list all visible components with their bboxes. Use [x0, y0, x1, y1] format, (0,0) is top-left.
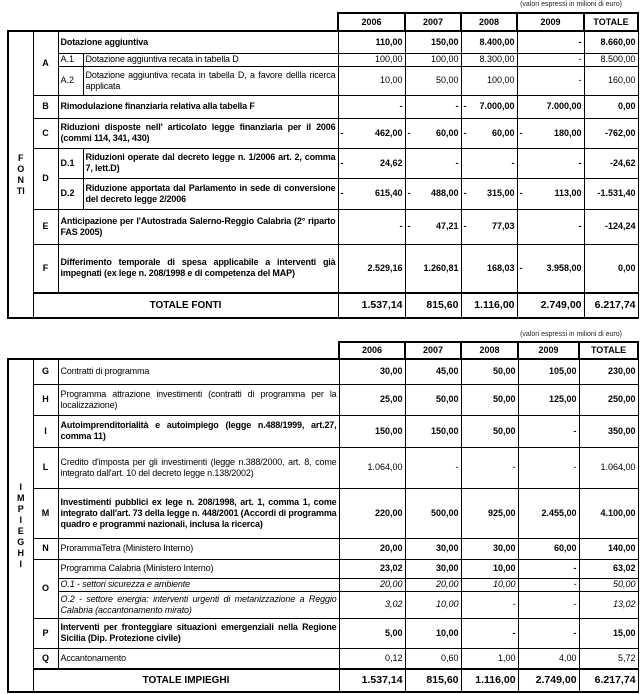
- row-letter: E: [33, 209, 58, 244]
- row-description: Dotazione aggiuntiva recata in tabella D: [83, 53, 338, 66]
- value-cell: -: [517, 66, 584, 95]
- value-cell: 1.064,00: [579, 447, 638, 488]
- column-header: 2009: [518, 342, 579, 359]
- value-cell: 50,00: [405, 384, 461, 415]
- value-cell: 30,00: [405, 559, 461, 578]
- value-cell: 150,00: [339, 415, 405, 447]
- column-header: 2006: [338, 13, 405, 31]
- value-cell: 15,00: [579, 618, 638, 648]
- total-value: 815,60: [405, 669, 461, 692]
- value-cell: -: [518, 447, 579, 488]
- row-letter: G: [33, 359, 58, 384]
- table-row: [8, 178, 638, 209]
- row-letter: Q: [33, 648, 58, 669]
- value-cell: 125,00: [518, 384, 579, 415]
- value-cell: 23,02: [339, 559, 405, 578]
- total-value: 1.116,00: [461, 293, 517, 318]
- value-cell: 45,00: [405, 359, 461, 384]
- row-letter: C: [33, 118, 58, 148]
- row-sublabel: A.1: [58, 53, 83, 66]
- column-header: 2007: [405, 13, 461, 31]
- table-row: [8, 66, 638, 95]
- table-row: [8, 209, 638, 244]
- value-cell: 10,00: [461, 578, 518, 591]
- value-cell: 160,00: [584, 66, 638, 95]
- value-cell: 2.529,16: [338, 244, 405, 293]
- value-cell: 10,00: [461, 559, 518, 578]
- column-header: 2009: [517, 13, 584, 31]
- row-letter: A: [33, 31, 58, 95]
- row-letter: H: [33, 384, 58, 415]
- value-cell: 230,00: [579, 359, 638, 384]
- value-cell: - 3.958,00: [517, 244, 584, 293]
- value-cell: 13,02: [579, 591, 638, 618]
- value-cell: 0,00: [584, 95, 638, 118]
- total-value: 2.749,00: [518, 669, 579, 692]
- value-cell: 140,00: [579, 538, 638, 559]
- value-cell: 5,00: [339, 618, 405, 648]
- value-cell: 10,00: [405, 618, 461, 648]
- row-sublabel: D.2: [58, 178, 83, 209]
- value-cell: -: [517, 53, 584, 66]
- table-row: [8, 447, 638, 488]
- value-cell: -: [518, 618, 579, 648]
- header-row: [8, 342, 638, 359]
- table-row: [8, 591, 638, 618]
- row-description: Anticipazione per l'Autostrada Salerno-Reggio Calabria (2° riparto FAS 2005): [58, 209, 338, 244]
- value-cell: 250,00: [579, 384, 638, 415]
- value-cell: -: [405, 447, 461, 488]
- column-header: 2008: [461, 342, 518, 359]
- row-description: O.2 - settore energia: interventi urgenti di metanizzazione a Reggio Calabria (accantonamento mirato): [58, 591, 339, 618]
- total-value: 6.217,74: [584, 293, 638, 318]
- value-cell: 0,00: [584, 244, 638, 293]
- value-cell: 1.064,00: [339, 447, 405, 488]
- header-row: [8, 13, 638, 31]
- table-row: [8, 31, 638, 53]
- row-letter: O: [33, 559, 58, 618]
- row-letter: L: [33, 447, 58, 488]
- value-cell: 4.100,00: [579, 488, 638, 538]
- value-cell: - 180,00: [517, 118, 584, 148]
- value-cell: 20,00: [339, 538, 405, 559]
- value-cell: 100,00: [338, 53, 405, 66]
- value-cell: 350,00: [579, 415, 638, 447]
- value-cell: 10,00: [338, 66, 405, 95]
- table-row: [8, 118, 638, 148]
- row-description: O.1 - settori sicurezza e ambiente: [58, 578, 339, 591]
- total-value: 6.217,74: [579, 669, 638, 692]
- value-cell: 8.300,00: [461, 53, 517, 66]
- value-cell: 150,00: [405, 415, 461, 447]
- row-description: Investimenti pubblici ex lege n. 208/1998, art. 1, comma 1, come integrato dall'art. 73 della legge n. 448/2001 (Accordi di programma quadro e programmi nazionali, inclusa la ricerca): [58, 488, 339, 538]
- total-value: 1.537,14: [339, 669, 405, 692]
- table-row: [8, 148, 638, 178]
- value-cell: -: [518, 591, 579, 618]
- value-cell: 4,00: [518, 648, 579, 669]
- row-description: Programma Calabria (Ministero Interno): [58, 559, 339, 578]
- table-row: [8, 618, 638, 648]
- value-cell: 30,00: [461, 538, 518, 559]
- value-cell: 925,00: [461, 488, 518, 538]
- column-header: 2007: [405, 342, 461, 359]
- value-cell: -: [517, 209, 584, 244]
- row-description: Accantonamento: [58, 648, 339, 669]
- row-letter: N: [33, 538, 58, 559]
- value-cell: 105,00: [518, 359, 579, 384]
- value-cell: -: [461, 148, 517, 178]
- value-cell: - 615,40: [338, 178, 405, 209]
- value-cell: 8.660,00: [584, 31, 638, 53]
- total-row: [8, 293, 638, 318]
- value-cell: -: [517, 148, 584, 178]
- value-cell: 0,12: [339, 648, 405, 669]
- value-cell: 1,00: [461, 648, 518, 669]
- value-cell: -: [461, 618, 518, 648]
- row-letter: B: [33, 95, 58, 118]
- table-row: [8, 578, 638, 591]
- value-cell: -: [518, 578, 579, 591]
- row-letter: M: [33, 488, 58, 538]
- section-label: [8, 359, 33, 692]
- value-cell: -124,24: [584, 209, 638, 244]
- total-value: 2.749,00: [517, 293, 584, 318]
- value-cell: 20,00: [405, 578, 461, 591]
- value-cell: 30,00: [405, 538, 461, 559]
- row-description: Riduzione apportata dal Parlamento in sede di conversione del decreto legge 2/2006: [83, 178, 338, 209]
- value-cell: -: [405, 148, 461, 178]
- value-cell: -: [517, 31, 584, 53]
- row-description: Rimodulazione finanziaria relativa alla tabella F: [58, 95, 338, 118]
- row-letter: F: [33, 244, 58, 293]
- impieghi-table: [7, 341, 639, 693]
- value-cell: - 7.000,00: [461, 95, 517, 118]
- value-cell: 1.260,81: [405, 244, 461, 293]
- row-description: Programma attrazione investimenti (contratti di programma per la localizzazione): [58, 384, 339, 415]
- total-label: TOTALE FONTI: [33, 293, 338, 318]
- value-cell: -: [461, 591, 518, 618]
- value-cell: 7.000,00: [517, 95, 584, 118]
- value-cell: 3,02: [339, 591, 405, 618]
- value-cell: - 24,62: [338, 148, 405, 178]
- value-cell: 110,00: [338, 31, 405, 53]
- total-row: [8, 669, 638, 692]
- value-cell: 2.455,00: [518, 488, 579, 538]
- row-description: Riduzioni disposte nell' articolato legge finanziaria per il 2006 (commi 114, 341, 430): [58, 118, 338, 148]
- value-cell: 500,00: [405, 488, 461, 538]
- row-description: Riduzioni operate dal decreto legge n. 1/2006 art. 2, comma 7, lett.D): [83, 148, 338, 178]
- value-cell: - 462,00: [338, 118, 405, 148]
- value-cell: -: [338, 95, 405, 118]
- value-cell: 50,00: [461, 359, 518, 384]
- value-cell: - 47,21: [405, 209, 461, 244]
- value-cell: 0,60: [405, 648, 461, 669]
- total-label: TOTALE IMPIEGHI: [33, 669, 339, 692]
- value-cell: -: [518, 415, 579, 447]
- row-description: Dotazione aggiuntiva recata in tabella D, a favore dellla ricerca applicata: [83, 66, 338, 95]
- units-caption-impieghi: (valori espressi in milioni di euro): [520, 331, 622, 338]
- value-cell: 30,00: [339, 359, 405, 384]
- total-value: 1.537,14: [338, 293, 405, 318]
- value-cell: -762,00: [584, 118, 638, 148]
- value-cell: 50,00: [405, 66, 461, 95]
- row-letter: P: [33, 618, 58, 648]
- table-row: [8, 359, 638, 384]
- value-cell: 50,00: [461, 415, 518, 447]
- value-cell: 8.500,00: [584, 53, 638, 66]
- value-cell: - 488,00: [405, 178, 461, 209]
- column-header: 2008: [461, 13, 517, 31]
- value-cell: 150,00: [405, 31, 461, 53]
- value-cell: - 60,00: [405, 118, 461, 148]
- table-row: [8, 415, 638, 447]
- row-description: Interventi per fronteggiare situazioni emergenziali nella Regione Sicilia (Dip. Protezione civile): [58, 618, 339, 648]
- fonti-table: [7, 12, 639, 319]
- header-spacer: [8, 13, 338, 31]
- table-row: [8, 648, 638, 669]
- value-cell: - 315,00: [461, 178, 517, 209]
- section-label: [8, 31, 33, 318]
- row-description: Credito d'imposta per gli investimenti (legge n.388/2000, art. 8, come integrato dall'art. 10 del decreto legge n.138/2002): [58, 447, 339, 488]
- value-cell: -24,62: [584, 148, 638, 178]
- units-caption-fonti: (valori espressi in milioni di euro): [520, 1, 622, 8]
- row-letter: I: [33, 415, 58, 447]
- table-row: [8, 384, 638, 415]
- row-description: Differimento temporale di spesa applicabile a interventi già impegnati (ex lege n. 208/1998 e di competenza del MAP): [58, 244, 338, 293]
- section-label-text: FONTI: [16, 152, 25, 196]
- table-row: [8, 488, 638, 538]
- table-row: [8, 559, 638, 578]
- value-cell: -: [405, 95, 461, 118]
- total-value: 815,60: [405, 293, 461, 318]
- value-cell: 20,00: [339, 578, 405, 591]
- table-row: [8, 538, 638, 559]
- row-description: Contratti di programma: [58, 359, 339, 384]
- value-cell: - 77,03: [461, 209, 517, 244]
- value-cell: 5,72: [579, 648, 638, 669]
- value-cell: - 113,00: [517, 178, 584, 209]
- value-cell: 10,00: [405, 591, 461, 618]
- table-row: [8, 95, 638, 118]
- value-cell: 50,00: [461, 384, 518, 415]
- value-cell: -: [461, 447, 518, 488]
- value-cell: -1.531,40: [584, 178, 638, 209]
- table-row: [8, 53, 638, 66]
- column-header: TOTALE: [584, 13, 638, 31]
- row-letter: D: [33, 148, 58, 209]
- total-value: 1.116,00: [461, 669, 518, 692]
- section-label-text: IMPIEGHI: [17, 481, 25, 569]
- column-header: TOTALE: [579, 342, 638, 359]
- table-row: [8, 244, 638, 293]
- value-cell: 25,00: [339, 384, 405, 415]
- value-cell: 168,03: [461, 244, 517, 293]
- value-cell: 8.400,00: [461, 31, 517, 53]
- row-sublabel: D.1: [58, 148, 83, 178]
- value-cell: -: [518, 559, 579, 578]
- row-description: Autoimprenditorialità e autoimpiego (legge n.488/1999, art.27, comma 11): [58, 415, 339, 447]
- row-description: Dotazione aggiuntiva: [58, 31, 338, 53]
- value-cell: 220,00: [339, 488, 405, 538]
- value-cell: 100,00: [405, 53, 461, 66]
- header-spacer: [8, 342, 339, 359]
- value-cell: 50,00: [579, 578, 638, 591]
- value-cell: 60,00: [518, 538, 579, 559]
- value-cell: 63,02: [579, 559, 638, 578]
- row-description: ProrammaTetra (Ministero Interno): [58, 538, 339, 559]
- column-header: 2006: [339, 342, 405, 359]
- value-cell: 100,00: [461, 66, 517, 95]
- value-cell: - 60,00: [461, 118, 517, 148]
- row-sublabel: A.2: [58, 66, 83, 95]
- value-cell: -: [338, 209, 405, 244]
